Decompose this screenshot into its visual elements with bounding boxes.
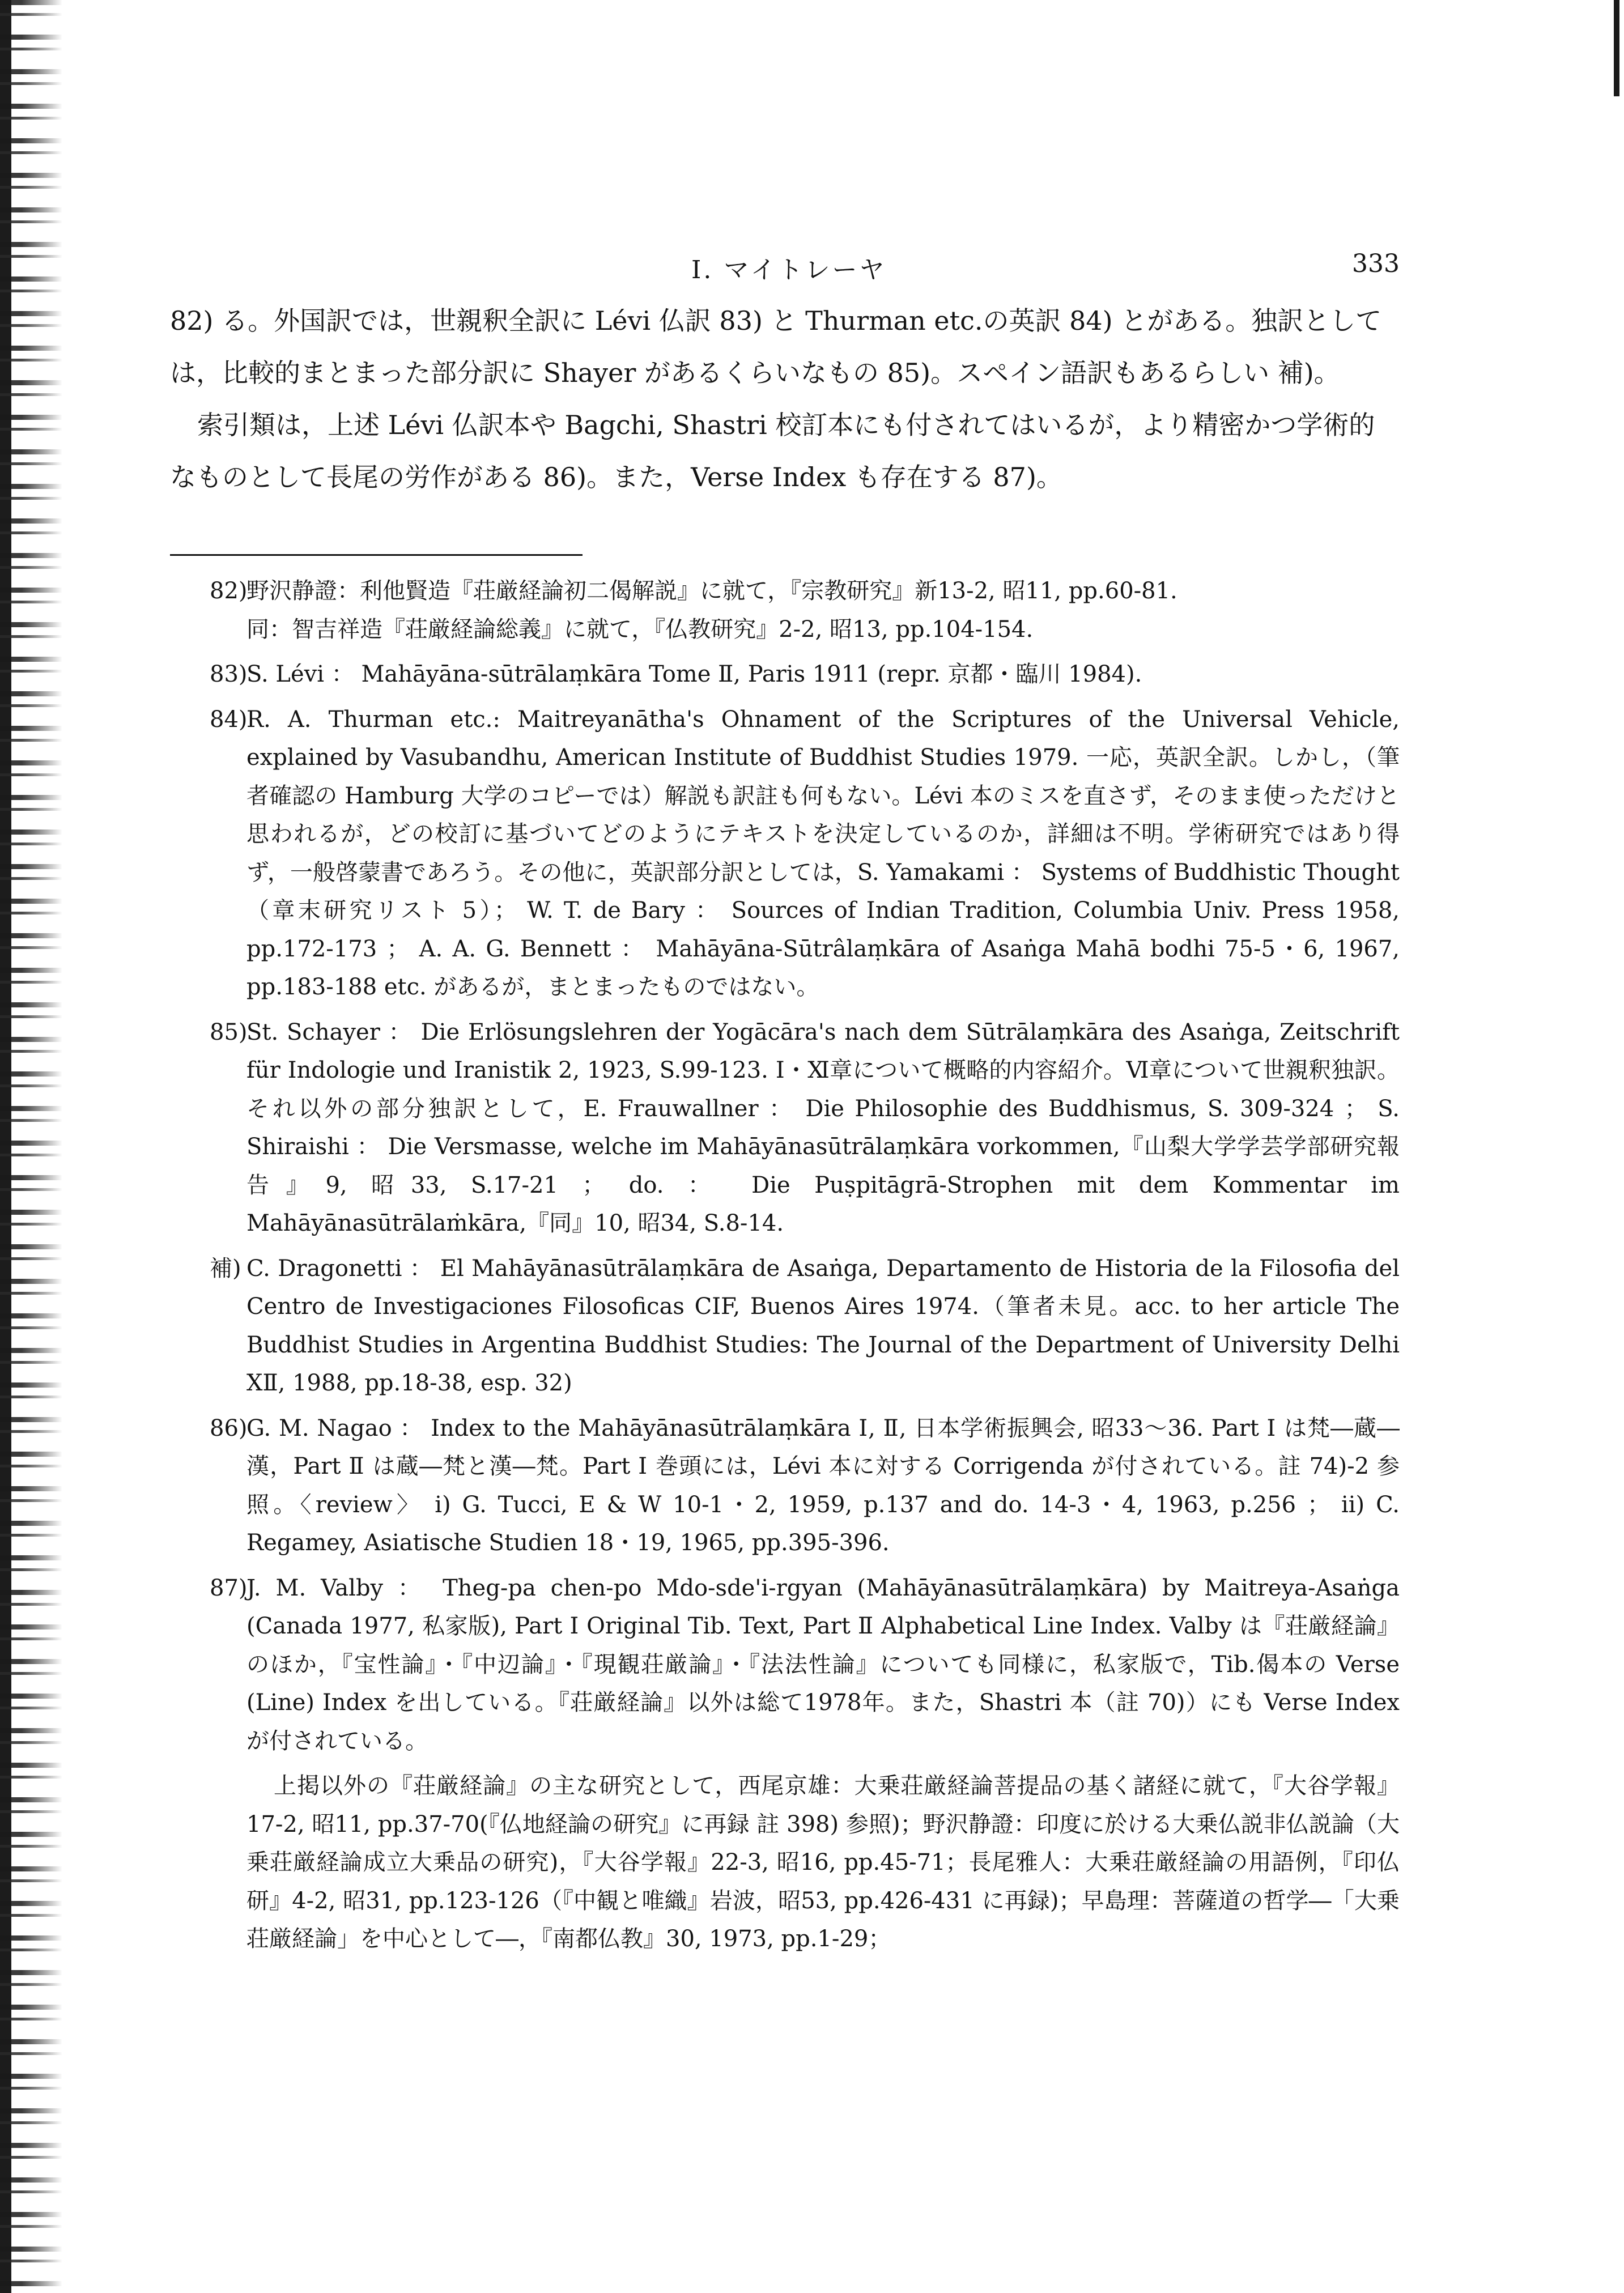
footnote-number: 84) bbox=[210, 706, 248, 733]
footnote-line: St. Schayer ： Die Erlösungslehren der Yogācāra's nach dem Sūtrālaṃkāra des Asaṅga, Zeitschrift für Indologie und Iranistik 2, 1923, S.99-123. Ⅰ・Ⅺ章について概略的内容紹介。Ⅵ章について世親釈独訳。それ以外の部分独訳として，E. Frauwallner ： Die Philosophie des Buddhismus, S. 309-324 ； S. Shiraishi ： Die Versmasse, welche im Mahāyānasūtrālaṃkāra vorkommen,『山梨大学学芸学部研究報告』9, 昭33, S.17-21 ； do. ： Die Puṣpitāgrā-Strophen mit dem Kommentar im Mahāyānasūtrālaṁkāra,『同』10, 昭34, S.8-14. bbox=[246, 1019, 1400, 1236]
footnote-line: R. A. Thurman etc.: Maitreyanātha's Ohnament of the Scriptures of the Universal Vehicle, explained by Vasubandhu, American Institute of Buddhist Studies 1979. 一応，英訳全訳。しかし，（筆者確認の Hamburg 大学のコピーでは）解説も訳註も何もない。Lévi 本のミスを直さず，そのまま使っただけと思われるが，どの校訂に基づいてどのようにテキストを決定しているのか，詳細は不明。学術研究ではあり得ず，一般啓蒙書であろう。その他に，英訳部分訳としては，S. Yamakami ： Systems of Buddhistic Thought（章末研究リスト 5）； W. T. de Bary ： Sources of Indian Tradition, Columbia Univ. Press 1958, pp.172-173 ； A. A. G. Bennett ： Mahāyāna-Sūtrâlaṃkāra of Asaṅga Mahā bodhi 75-5・6, 1967, pp.183-188 etc. があるが，まとまったものではない。 bbox=[246, 706, 1400, 1000]
footnote-number: 87) bbox=[210, 1575, 248, 1601]
footnote-line: 同：智吉祥造『荘厳経論総義』に就て，『仏教研究』2-2, 昭13, pp.104-154. bbox=[246, 616, 1034, 643]
running-title: I. マイトレーヤ bbox=[691, 256, 887, 284]
footnote bbox=[170, 1250, 1400, 1403]
footnote-text bbox=[246, 1250, 1400, 1403]
main-paragraph: 索引類は，上述 Lévi 仏訳本や Bagchi, Shastri 校訂本にも付されてはいるが，より精密かつ学術的なものとして長尾の労作がある 86)。また，Verse Index も存在する 87)。 bbox=[170, 410, 1375, 492]
footnote-text bbox=[246, 701, 1400, 1007]
footnote bbox=[170, 1410, 1400, 1563]
footnote-line: J. M. Valby ： Theg-pa chen-po Mdo-sde'i-rgyan (Mahāyānasūtrālaṃkāra) by Maitreya-Asaṅga (Canada 1977, 私家版), Part Ⅰ Original Tib. Text, Part Ⅱ Alphabetical Line Index. Valby は『荘厳経論』のほか，『宝性論』・『中辺論』・『現観荘厳論』・『法法性論』についても同様に，私家版で，Tib.偈本の Verse (Line) Index を出している。『荘厳経論』以外は総て1978年。また，Shastri 本（註 70)）にも Verse Index が付されている。 bbox=[246, 1575, 1400, 1754]
footnote-text bbox=[246, 1569, 1400, 1761]
footnote bbox=[170, 701, 1400, 1007]
footnote bbox=[170, 1014, 1400, 1243]
footnote bbox=[170, 656, 1400, 694]
main-paragraph: 82) る。外国訳では，世親釈全訳に Lévi 仏訳 83) と Thurman etc.の英訳 84) とがある。独訳としては，比較的まとまった部分訳に Shayer があるくらいなもの 85)。スペイン語訳もあるらしい 補)。 bbox=[170, 305, 1382, 388]
footnote bbox=[170, 572, 1400, 649]
footnote-line: C. Dragonetti ： El Mahāyānasūtrālaṃkāra de Asaṅga, Departamento de Historia de la Filosofia del Centro de Investigaciones Filosoficas CIF, Buenos Aires 1974.（筆者未見。acc. to her article The Buddhist Studies in Argentina Buddhist Studies: The Journal of the Department of University Delhi ⅩⅡ, 1988, pp.18-38, esp. 32) bbox=[246, 1255, 1400, 1396]
scan-corner-mark bbox=[1614, 0, 1619, 96]
main-text bbox=[170, 295, 1400, 503]
footnote bbox=[170, 1569, 1400, 1761]
footnote-divider bbox=[170, 554, 583, 556]
footnote-text bbox=[246, 1014, 1400, 1243]
footnote-text bbox=[246, 656, 1400, 694]
footnote-number: 補) bbox=[210, 1255, 241, 1282]
page-header bbox=[170, 249, 1400, 283]
footnote-text bbox=[246, 1410, 1400, 1563]
footnote-number: 83) bbox=[210, 661, 248, 687]
footnotes bbox=[170, 572, 1400, 1959]
footnote-line: 野沢静證：利他賢造『荘厳経論初二偈解説』に就て，『宗教研究』新13-2, 昭11, pp.60-81. bbox=[246, 578, 1177, 604]
page-number: 333 bbox=[1352, 249, 1400, 278]
footnote-line: S. Lévi ： Mahāyāna-sūtrālaṃkāra Tome Ⅱ, Paris 1911 (repr. 京都・臨川 1984). bbox=[246, 661, 1142, 687]
footnote-line: G. M. Nagao ： Index to the Mahāyānasūtrālaṃkāra Ⅰ, Ⅱ, 日本学術振興会, 昭33〜36. Part Ⅰ は梵―蔵―漢，Part Ⅱ は蔵―梵と漢―梵。Part Ⅰ 巻頭には，Lévi 本に対する Corrigenda が付されている。註 74)-2 参照。〈review〉 i) G. Tucci, E & W 10-1・2, 1959, p.137 and do. 14-3・4, 1963, p.256 ； ii) C. Regamey, Asiatische Studien 18・19, 1965, pp.395-396. bbox=[246, 1415, 1400, 1556]
footnote-text bbox=[246, 572, 1400, 649]
footnote-number: 86) bbox=[210, 1415, 248, 1441]
scan-edge-marks bbox=[0, 0, 62, 2293]
footnote-number: 85) bbox=[210, 1019, 248, 1045]
closing-paragraph: 上掲以外の『荘厳経論』の主な研究として，西尾京雄：大乗荘厳経論菩提品の基く諸経に就て，『大谷学報』17-2, 昭11, pp.37-70(『仏地経論の研究』に再録 註 398) 参照)；野沢静證：印度に於ける大乗仏説非仏説論（大乗荘厳経論成立大乗品の研究)，『大谷学報』22-3, 昭16, pp.45-71；長尾雅人：大乗荘厳経論の用語例，『印仏研』4-2, 昭31, pp.123-126（『中観と唯織』岩波，昭53, pp.426-431 に再録)；早島理：菩薩道の哲学―「大乗荘厳経論」を中心として―，『南都仏教』30, 1973, pp.1-29； bbox=[246, 1773, 1400, 1952]
footnote-number: 82) bbox=[210, 578, 248, 604]
